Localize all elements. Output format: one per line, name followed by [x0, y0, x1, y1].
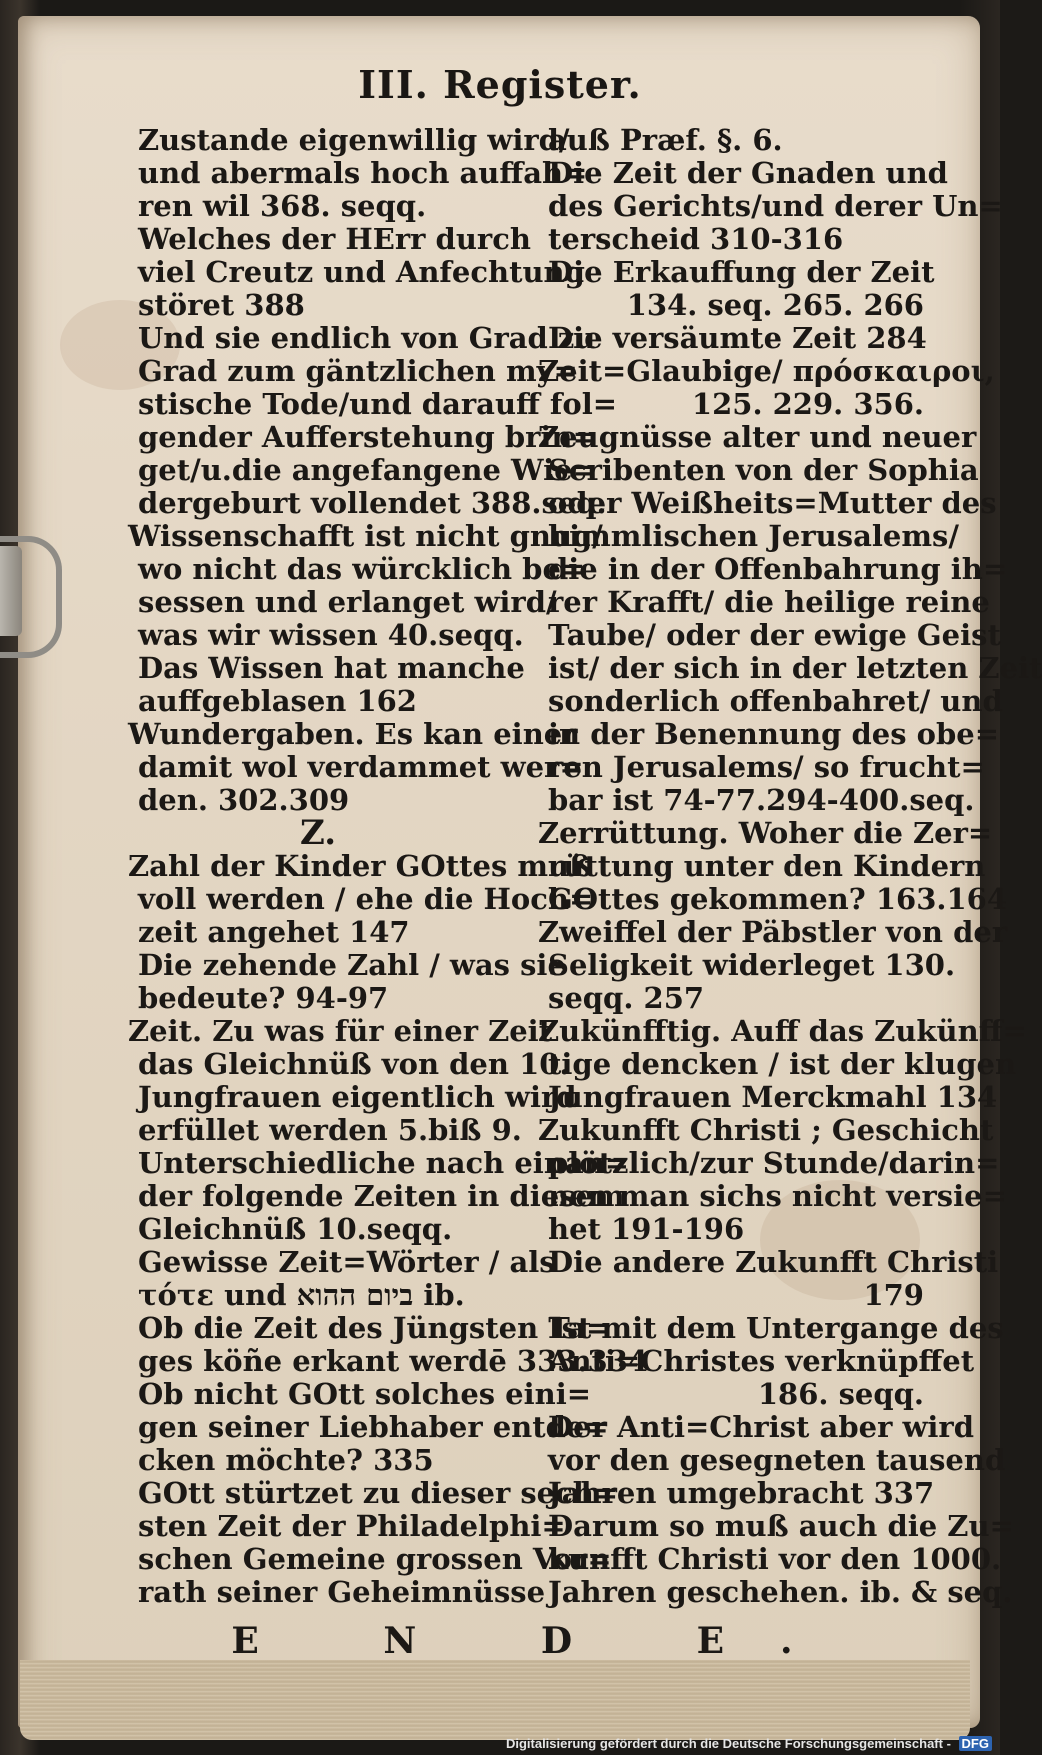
index-entry-line: Grad zum gäntzlichen my= [138, 354, 578, 388]
end-word: E N D E. [231, 1620, 849, 1662]
index-entry-line: stische Tode/und darauff fol= [138, 387, 618, 421]
index-entry-line: himmlischen Jerusalems/ [548, 519, 959, 553]
index-entry-line: Das Wissen hat manche [138, 651, 525, 685]
index-entry-line: Jungfrauen eigentlich wird [138, 1080, 577, 1114]
index-entry-line: Jahren geschehen. ib. & seq. [548, 1575, 1013, 1609]
index-entry-line: 179 [863, 1278, 924, 1312]
index-entry-line: Ist mit dem Untergange des [548, 1311, 1004, 1345]
index-entry-line: in der Benennung des obe= [548, 717, 1000, 751]
index-entry-line: ist/ der sich in der letzten Zeit [548, 651, 1042, 685]
index-entry-line: ges köñe erkant werdē 333.334 [138, 1344, 649, 1378]
index-entry-line: sonderlich offenbahret/ und [548, 684, 1003, 718]
index-entry-line: Die Zeit der Gnaden und [548, 156, 948, 190]
index-entry-line: viel Creutz und Anfechtung [138, 255, 585, 289]
index-entry-line: auß Præf. §. 6. [548, 123, 783, 157]
index-entry-line: Die Erkauffung der Zeit [548, 255, 935, 289]
book-clasp [0, 536, 62, 658]
index-entry-line: 186. seqq. [757, 1377, 924, 1411]
index-entry-line: was wir wissen 40.seqq. [138, 618, 524, 652]
index-entry-line: 134. seq. 265. 266 [626, 288, 924, 322]
index-entry-line: Wissenschafft ist nicht gnug/ [128, 519, 603, 553]
index-entry-line: der folgende Zeiten in diesem [138, 1179, 625, 1213]
index-entry-line: schen Gemeine grossen Vor= [138, 1542, 612, 1576]
index-entry-line: GOttes gekommen? 163.164 [548, 882, 1008, 916]
footer-credit [506, 1736, 992, 1751]
index-entry-line: rer Krafft/ die heilige reine [548, 585, 990, 619]
index-entry-line: ren Jerusalems/ so frucht= [548, 750, 985, 784]
index-entry-line: het 191-196 [548, 1212, 745, 1246]
index-entry-line: Anti=Christes verknüpffet [548, 1344, 975, 1378]
index-entry-line: Gleichnüß 10.seqq. [138, 1212, 453, 1246]
index-entry-line: Zeugnüsse alter und neuer [538, 420, 977, 454]
index-entry-line: wo nicht das würcklich be= [138, 552, 586, 586]
index-entry-line: zeit angehet 147 [138, 915, 410, 949]
index-entry-line: die in der Offenbahrung ih= [548, 552, 1008, 586]
index-entry-line: bar ist 74-77.294-400.seq. [548, 783, 975, 817]
index-entry-line: Der Anti=Christ aber wird [548, 1410, 974, 1444]
dfg-logo: DFG [959, 1736, 992, 1751]
index-entry-line: Taube/ oder der ewige Geist [548, 618, 1001, 652]
index-entry-line: Zustande eigenwillig wird/ [138, 123, 570, 157]
index-entry-line: cken möchte? 335 [138, 1443, 434, 1477]
index-entry-line: sten Zeit der Philadelphi= [138, 1509, 566, 1543]
index-entry-line: Zukünfftig. Auff das Zukünff= [538, 1014, 1027, 1048]
index-entry-line: Die andere Zukunfft Christi [548, 1245, 999, 1279]
index-entry-line: Welches der HErr durch [138, 222, 531, 256]
footer-text: Digitalisierung gefördert durch die Deutsche Forschungsgemeinschaft - [505, 1736, 951, 1751]
index-entry-line: get/u.die angefangene Wie= [138, 453, 597, 487]
index-entry-line: rath seiner Geheimnüsse [138, 1575, 546, 1609]
index-entry-line: voll werden / ehe die Hoch= [138, 882, 594, 916]
index-entry-line: Zweiffel der Päbstler von der [538, 915, 1008, 949]
index-entry-line: terscheid 310-316 [548, 222, 844, 256]
index-entry-line: Ob die Zeit des Jüngsten Ta= [138, 1311, 611, 1345]
index-entry-line: Jahren umgebracht 337 [548, 1476, 935, 1510]
index-entry-line: τότε und ביום ההוא ib. [138, 1278, 465, 1312]
index-entry-line: Zahl der Kinder GOttes muß [128, 849, 592, 883]
right-index-column [538, 123, 1042, 1609]
index-entry-line: den. 302.309 [138, 783, 350, 817]
index-entry-line: gen seiner Liebhaber entde= [138, 1410, 609, 1444]
index-entry-line: des Gerichts/und derer Un= [548, 189, 1003, 223]
index-entry-line: Seligkeit widerleget 130. [548, 948, 956, 982]
index-entry-line: und abermals hoch auffah= [138, 156, 588, 190]
index-entry-line: Zeit. Zu was für einer Zeit [128, 1014, 553, 1048]
index-entry-line: Z. [299, 813, 337, 853]
index-entry-line: Zeit=Glaubige/ πρόσκαιροι, [538, 354, 995, 388]
index-entry-line: Die versäumte Zeit 284 [548, 321, 927, 355]
index-entry-line: damit wol verdammet wer= [138, 750, 584, 784]
index-entry-line: Scribenten von der Sophia [548, 453, 979, 487]
index-entry-line: 125. 229. 356. [691, 387, 924, 421]
index-entry-line: kunfft Christi vor den 1000. [548, 1542, 1002, 1576]
page-header: III. Register. [358, 62, 642, 107]
index-entry-line: bedeute? 94-97 [138, 981, 389, 1015]
index-entry-line: Gewisse Zeit=Wörter / als [138, 1245, 556, 1279]
index-entry-line: seqq. 257 [548, 981, 705, 1015]
index-entry-line: Und sie endlich von Grad zu [138, 321, 596, 355]
index-entry-line: dergeburt vollendet 388.seq. [138, 486, 607, 520]
index-entry-line: das Gleichnüß von den 10. [138, 1047, 570, 1081]
index-entry-line: nen man sichs nicht versie= [548, 1179, 1007, 1213]
index-entry-line: Unterschiedliche nach einan= [138, 1146, 630, 1180]
index-entry-line: sessen und erlanget wird/ [138, 585, 557, 619]
index-entry-line: erfüllet werden 5.biß 9. [138, 1113, 522, 1147]
index-entry-line: plötzlich/zur Stunde/darin= [548, 1146, 1000, 1180]
page-foredge [20, 1660, 970, 1740]
index-entry-line: Ob nicht GOtt solches eini= [138, 1377, 592, 1411]
index-entry-line: störet 388 [138, 288, 305, 322]
index-entry-line: Zukunfft Christi ; Geschicht [538, 1113, 994, 1147]
index-entry-line: Wundergaben. Es kan einer [128, 717, 578, 751]
index-entry-line: Jungfrauen Merckmahl 134 [548, 1080, 998, 1114]
index-entry-line: Darum so muß auch die Zu= [548, 1509, 1014, 1543]
index-entry-line: tige dencken / ist der klugen [548, 1047, 1017, 1081]
index-entry-line: Zerrüttung. Woher die Zer= [538, 816, 993, 850]
index-entry-line: gender Aufferstehung brin= [138, 420, 597, 454]
index-entry-line: vor den gesegneten tausend [548, 1443, 1006, 1477]
index-entry-line: auffgeblasen 162 [138, 684, 417, 718]
index-entry-line: rüttung unter den Kindern [548, 849, 986, 883]
index-entry-line: oder Weißheits=Mutter des [548, 486, 997, 520]
index-entry-line: ren wil 368. seqq. [138, 189, 427, 223]
index-entry-line: Die zehende Zahl / was sie [138, 948, 566, 982]
index-entry-line: GOtt stürtzet zu dieser sech= [138, 1476, 619, 1510]
